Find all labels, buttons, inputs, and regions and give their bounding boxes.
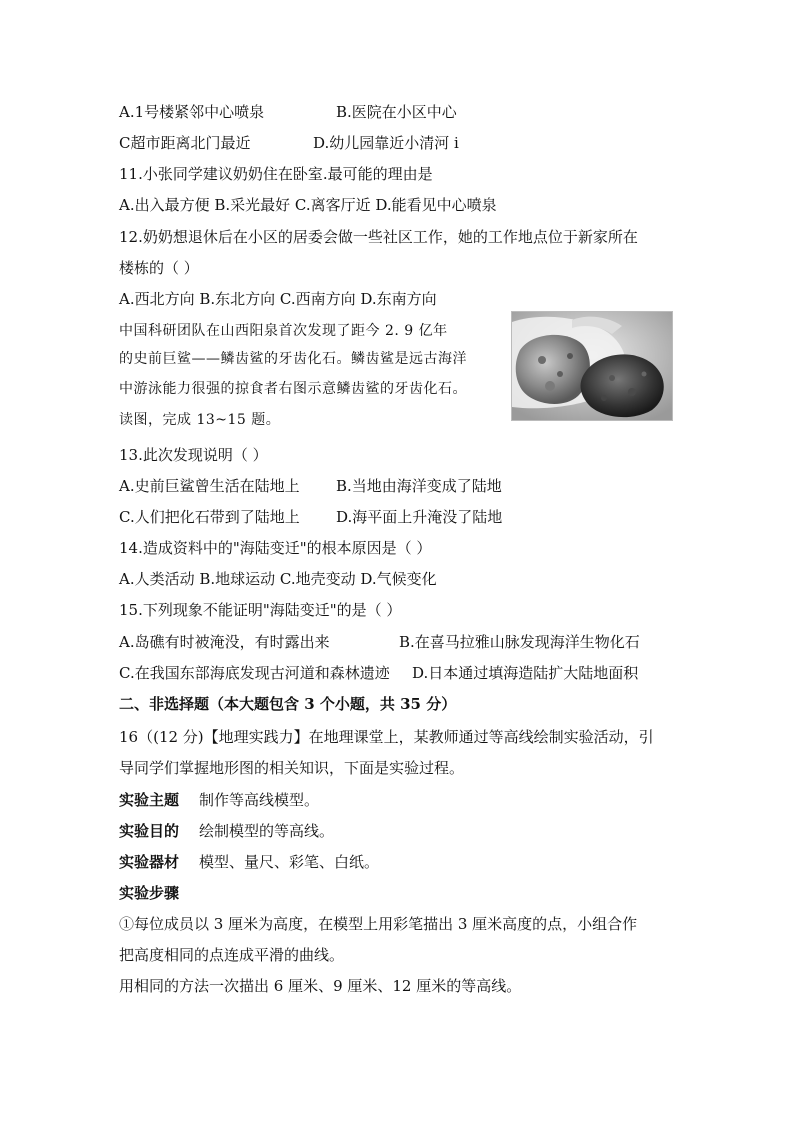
- purpose-label: 实验目的: [119, 822, 180, 840]
- q10-option-b: B.医院在小区中心: [336, 103, 457, 121]
- q14-options: A.人类活动 B.地球运动 C.地壳变动 D.气候变化: [119, 570, 437, 588]
- q15-option-d: D.日本通过填海造陆扩大陆地面积: [412, 664, 639, 682]
- q10-option-d: D.幼儿园靠近小清河 i: [313, 134, 459, 152]
- q16-purpose-row: [119, 821, 334, 841]
- material-line3: 中游泳能力很强的掠食者右图示意鳞齿鲨的牙齿化石。: [119, 381, 467, 397]
- q13-option-a: A.史前巨鲨曾生活在陆地上: [119, 477, 300, 495]
- q13-option-d: D.海平面上升淹没了陆地: [336, 508, 503, 526]
- material-line2: 的史前巨鲨——鳞齿鲨的牙齿化石。鳞齿鲨是远古海洋: [119, 351, 467, 367]
- theme-value: 制作等高线模型。: [199, 791, 320, 809]
- material-line1: 中国科研团队在山西阳泉首次发现了距今 2. 9 亿年: [119, 323, 448, 339]
- q14-stem: 14.造成资料中的"海陆变迁"的根本原因是（ ）: [119, 539, 432, 557]
- step2: 用相同的方法一次描出 6 厘米、9 厘米、12 厘米的等高线。: [119, 977, 522, 995]
- shark-tooth-fossil-photo: [511, 311, 673, 421]
- q16-theme-row: [119, 790, 319, 810]
- q15-option-a: A.岛礁有时被淹没，有时露出来: [119, 633, 330, 651]
- q15-option-c: C.在我国东部海底发现古河道和森林遗迹: [119, 664, 390, 682]
- q12-stem-line1: 12.奶奶想退休后在小区的居委会做一些社区工作，她的工作地点位于新家所在: [119, 228, 638, 246]
- q10-option-a: A.1号楼紧邻中心喷泉: [119, 103, 265, 121]
- q16-intro-line1: 16（(12 分)【地理实践力】在地理课堂上，某教师通过等高线绘制实验活动，引: [119, 728, 654, 746]
- q11-stem: 11.小张同学建议奶奶住在卧室.最可能的理由是: [119, 165, 433, 183]
- q12-options: A.西北方向 B.东北方向 C.西南方向 D.东南方向: [119, 290, 437, 308]
- steps-label: 实验步骤: [119, 884, 180, 902]
- q15-stem: 15.下列现象不能证明"海陆变迁"的是（ ）: [119, 601, 402, 619]
- equipment-label: 实验器材: [119, 853, 180, 871]
- section2-heading: 二、非选择题（本大题包含 3 个小题，共 35 分）: [119, 695, 457, 713]
- q11-options: A.出入最方便 B.采光最好 C.离客厅近 D.能看见中心喷泉: [119, 196, 497, 214]
- material-line4: 读图，完成 13~15 题。: [119, 412, 281, 428]
- q16-intro-line2: 导同学们掌握地形图的相关知识，下面是实验过程。: [119, 759, 465, 777]
- step1-line1: ①每位成员以 3 厘米为高度，在模型上用彩笔描出 3 厘米高度的点，小组合作: [119, 915, 638, 933]
- equipment-value: 模型、量尺、彩笔、白纸。: [199, 853, 380, 871]
- theme-label: 实验主题: [119, 791, 180, 809]
- q13-option-c: C.人们把化石带到了陆地上: [119, 508, 300, 526]
- q13-stem: 13.此次发现说明（ ）: [119, 446, 268, 464]
- q10-option-c: C超市距离北门最近: [119, 134, 251, 152]
- q16-equipment-row: [119, 852, 379, 872]
- q13-option-b: B.当地由海洋变成了陆地: [336, 477, 502, 495]
- q12-stem-line2: 楼栋的（ ）: [119, 259, 199, 277]
- purpose-value: 绘制模型的等高线。: [199, 822, 335, 840]
- q15-option-b: B.在喜马拉雅山脉发现海洋生物化石: [399, 633, 640, 651]
- step1-line2: 把高度相同的点连成平滑的曲线。: [119, 946, 345, 964]
